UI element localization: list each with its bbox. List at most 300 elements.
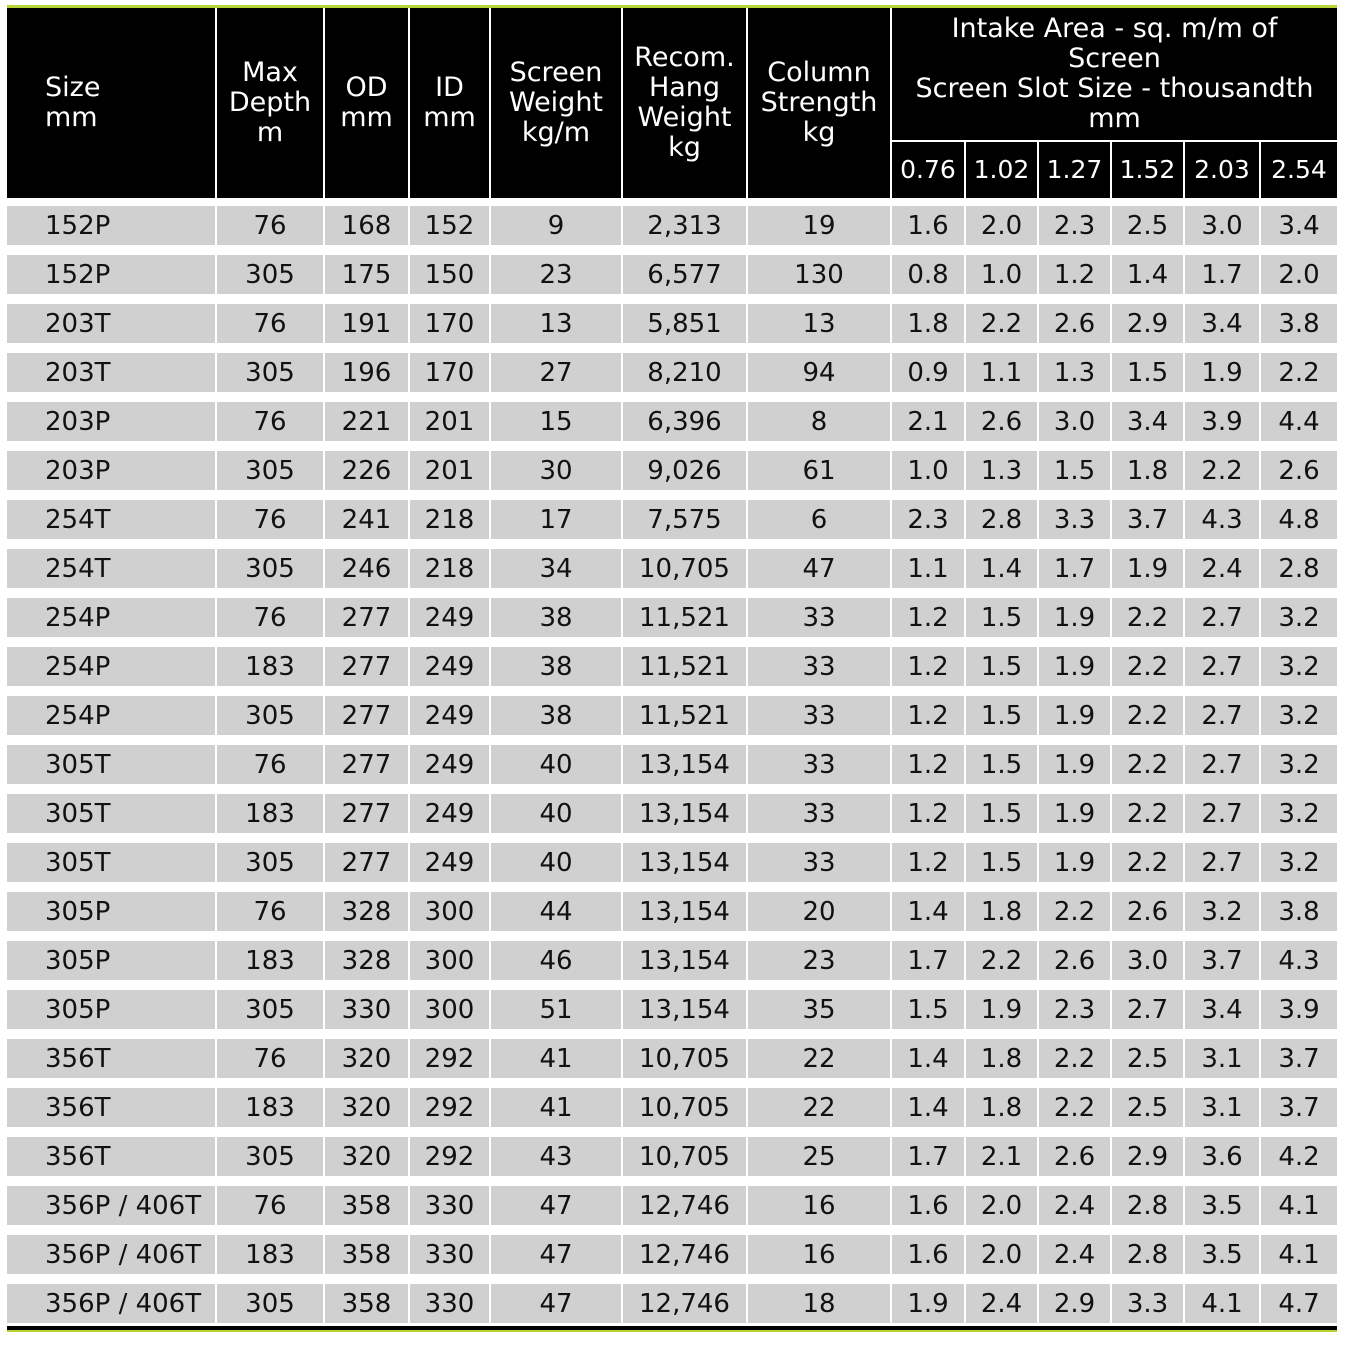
table-cell: 4.4: [1261, 392, 1337, 441]
table-row: [7, 392, 1337, 441]
table-cell: 218: [410, 490, 491, 539]
table-cell: 300: [410, 931, 491, 980]
table-cell: 130: [748, 245, 892, 294]
size-cell: 152P: [7, 245, 217, 294]
size-cell: 152P: [7, 198, 217, 245]
table-cell: 3.5: [1185, 1225, 1261, 1274]
header-slot-size: 2.54: [1261, 142, 1337, 198]
table-cell: 2.4: [1039, 1176, 1112, 1225]
table-cell: 1.0: [892, 441, 966, 490]
table-cell: 2.1: [966, 1127, 1039, 1176]
table-row: [7, 539, 1337, 588]
table-row: [7, 343, 1337, 392]
table-cell: 8,210: [623, 343, 748, 392]
table-cell: 2.2: [966, 931, 1039, 980]
size-cell: 356P / 406T: [7, 1225, 217, 1274]
table-cell: 2.3: [1039, 980, 1112, 1029]
table-cell: 4.1: [1261, 1176, 1337, 1225]
table-row: [7, 784, 1337, 833]
table-cell: 0.9: [892, 343, 966, 392]
table-cell: 320: [325, 1078, 410, 1127]
table-cell: 1.3: [1039, 343, 1112, 392]
table-cell: 2.8: [1261, 539, 1337, 588]
table-cell: 3.7: [1261, 1078, 1337, 1127]
header-id: ID mm: [410, 8, 491, 198]
table-cell: 246: [325, 539, 410, 588]
table-cell: 76: [217, 1029, 325, 1078]
table-cell: 2.2: [966, 294, 1039, 343]
table-cell: 3.2: [1261, 588, 1337, 637]
table-row: [7, 686, 1337, 735]
table-cell: 1.5: [966, 833, 1039, 882]
table-cell: 10,705: [623, 1078, 748, 1127]
table-cell: 305: [217, 1127, 325, 1176]
table-cell: 328: [325, 882, 410, 931]
table-cell: 44: [491, 882, 623, 931]
table-row: [7, 490, 1337, 539]
table-cell: 1.2: [892, 833, 966, 882]
table-cell: 2.6: [1039, 1127, 1112, 1176]
table-cell: 249: [410, 784, 491, 833]
table-cell: 3.7: [1261, 1029, 1337, 1078]
table-row: [7, 294, 1337, 343]
table-cell: 201: [410, 441, 491, 490]
table-cell: 1.4: [892, 1029, 966, 1078]
table-cell: 12,746: [623, 1176, 748, 1225]
table-cell: 3.9: [1185, 392, 1261, 441]
table-cell: 17: [491, 490, 623, 539]
table-cell: 300: [410, 980, 491, 1029]
table-cell: 191: [325, 294, 410, 343]
table-cell: 168: [325, 198, 410, 245]
table-cell: 19: [748, 198, 892, 245]
table-cell: 4.7: [1261, 1274, 1337, 1323]
table-cell: 34: [491, 539, 623, 588]
table-cell: 3.4: [1185, 294, 1261, 343]
table-cell: 13: [748, 294, 892, 343]
table-cell: 4.8: [1261, 490, 1337, 539]
table-cell: 358: [325, 1274, 410, 1323]
table-cell: 2.2: [1039, 1078, 1112, 1127]
size-cell: 203T: [7, 343, 217, 392]
size-cell: 305T: [7, 784, 217, 833]
table-row: [7, 882, 1337, 931]
table-cell: 1.4: [892, 882, 966, 931]
size-cell: 305T: [7, 735, 217, 784]
size-cell: 203P: [7, 441, 217, 490]
table-cell: 3.5: [1185, 1176, 1261, 1225]
table-cell: 1.6: [892, 1225, 966, 1274]
table-cell: 3.1: [1185, 1029, 1261, 1078]
table-cell: 20: [748, 882, 892, 931]
table-row: [7, 1078, 1337, 1127]
table-cell: 2.7: [1112, 980, 1185, 1029]
table-cell: 3.0: [1185, 198, 1261, 245]
table-cell: 3.4: [1185, 980, 1261, 1029]
table-cell: 1.4: [1112, 245, 1185, 294]
table-cell: 33: [748, 784, 892, 833]
table-cell: 1.4: [892, 1078, 966, 1127]
table-cell: 1.8: [966, 1078, 1039, 1127]
table-cell: 1.9: [1039, 833, 1112, 882]
table-cell: 183: [217, 784, 325, 833]
table-cell: 170: [410, 343, 491, 392]
table-cell: 1.2: [1039, 245, 1112, 294]
table-cell: 76: [217, 1176, 325, 1225]
table-cell: 46: [491, 931, 623, 980]
table-cell: 170: [410, 294, 491, 343]
table-cell: 221: [325, 392, 410, 441]
table-cell: 249: [410, 735, 491, 784]
table-cell: 2.6: [1261, 441, 1337, 490]
header-slot-size: 1.52: [1112, 142, 1185, 198]
table-cell: 40: [491, 735, 623, 784]
table-row: [7, 1127, 1337, 1176]
table-cell: 10,705: [623, 1127, 748, 1176]
table-cell: 305: [217, 343, 325, 392]
table-cell: 1.9: [1185, 343, 1261, 392]
table-cell: 12,746: [623, 1225, 748, 1274]
header-intake-area: Intake Area - sq. m/m of Screen Screen Slot Size - thousandth mm: [892, 8, 1337, 142]
table-row: [7, 1225, 1337, 1274]
table-cell: 76: [217, 490, 325, 539]
table-cell: 3.1: [1185, 1078, 1261, 1127]
table-cell: 2.0: [966, 1225, 1039, 1274]
table-cell: 76: [217, 392, 325, 441]
table-cell: 1.7: [892, 1127, 966, 1176]
table-cell: 1.5: [1112, 343, 1185, 392]
table-cell: 1.2: [892, 588, 966, 637]
table-cell: 16: [748, 1225, 892, 1274]
table-cell: 2,313: [623, 198, 748, 245]
table-cell: 1.1: [966, 343, 1039, 392]
table-cell: 1.3: [966, 441, 1039, 490]
table-cell: 3.0: [1112, 931, 1185, 980]
table-cell: 47: [491, 1225, 623, 1274]
table-cell: 2.7: [1185, 686, 1261, 735]
table-cell: 51: [491, 980, 623, 1029]
table-cell: 3.4: [1261, 198, 1337, 245]
table-cell: 292: [410, 1127, 491, 1176]
table-cell: 5,851: [623, 294, 748, 343]
table-cell: 2.4: [1185, 539, 1261, 588]
table-row: [7, 198, 1337, 245]
table-cell: 1.9: [1039, 637, 1112, 686]
table-cell: 15: [491, 392, 623, 441]
table-cell: 2.3: [892, 490, 966, 539]
table-cell: 1.5: [966, 637, 1039, 686]
table-cell: 277: [325, 588, 410, 637]
table-cell: 3.2: [1261, 686, 1337, 735]
table-cell: 7,575: [623, 490, 748, 539]
table-row: [7, 1176, 1337, 1225]
table-cell: 2.6: [1039, 294, 1112, 343]
table-row: [7, 1029, 1337, 1078]
table-cell: 2.7: [1185, 784, 1261, 833]
table-cell: 33: [748, 686, 892, 735]
table-cell: 183: [217, 931, 325, 980]
table-cell: 2.2: [1261, 343, 1337, 392]
table-cell: 94: [748, 343, 892, 392]
table-row: [7, 1274, 1337, 1323]
size-cell: 254P: [7, 588, 217, 637]
table-cell: 1.5: [1039, 441, 1112, 490]
table-cell: 330: [410, 1225, 491, 1274]
table-cell: 3.2: [1261, 637, 1337, 686]
table-cell: 9: [491, 198, 623, 245]
table-cell: 3.8: [1261, 882, 1337, 931]
table-cell: 1.9: [966, 980, 1039, 1029]
table-cell: 18: [748, 1274, 892, 1323]
table-cell: 2.2: [1112, 784, 1185, 833]
table-cell: 23: [491, 245, 623, 294]
table-cell: 9,026: [623, 441, 748, 490]
table-cell: 3.4: [1112, 392, 1185, 441]
table-cell: 25: [748, 1127, 892, 1176]
table-cell: 300: [410, 882, 491, 931]
table-cell: 2.2: [1112, 833, 1185, 882]
table-cell: 1.9: [1112, 539, 1185, 588]
table-cell: 2.9: [1112, 1127, 1185, 1176]
table-cell: 10,705: [623, 539, 748, 588]
table-row: [7, 245, 1337, 294]
table-cell: 249: [410, 637, 491, 686]
table-cell: 1.5: [892, 980, 966, 1029]
table-cell: 13,154: [623, 882, 748, 931]
table-cell: 1.2: [892, 686, 966, 735]
table-cell: 1.8: [966, 882, 1039, 931]
table-cell: 3.2: [1261, 735, 1337, 784]
table-cell: 183: [217, 1078, 325, 1127]
table-cell: 1.6: [892, 198, 966, 245]
table-cell: 152: [410, 198, 491, 245]
table-cell: 226: [325, 441, 410, 490]
header-max-depth: Max Depth m: [217, 8, 325, 198]
table-cell: 328: [325, 931, 410, 980]
table-cell: 1.2: [892, 784, 966, 833]
table-cell: 27: [491, 343, 623, 392]
size-cell: 305T: [7, 833, 217, 882]
size-cell: 254P: [7, 686, 217, 735]
table-cell: 1.9: [1039, 686, 1112, 735]
table-cell: 249: [410, 833, 491, 882]
table-cell: 4.1: [1185, 1274, 1261, 1323]
table-cell: 76: [217, 882, 325, 931]
table-cell: 38: [491, 637, 623, 686]
table-cell: 2.8: [1112, 1225, 1185, 1274]
table-cell: 196: [325, 343, 410, 392]
table-cell: 1.8: [1112, 441, 1185, 490]
table-cell: 2.2: [1039, 1029, 1112, 1078]
header-od: OD mm: [325, 8, 410, 198]
header-slot-size: 1.27: [1039, 142, 1112, 198]
table-cell: 1.5: [966, 686, 1039, 735]
table-cell: 2.7: [1185, 637, 1261, 686]
table-cell: 2.9: [1039, 1274, 1112, 1323]
table-cell: 2.2: [1112, 588, 1185, 637]
table-cell: 2.4: [966, 1274, 1039, 1323]
table-cell: 13,154: [623, 735, 748, 784]
table-cell: 305: [217, 539, 325, 588]
table-cell: 2.5: [1112, 1078, 1185, 1127]
table-cell: 305: [217, 245, 325, 294]
table-cell: 4.3: [1261, 931, 1337, 980]
table-cell: 2.2: [1185, 441, 1261, 490]
table-cell: 305: [217, 980, 325, 1029]
table-cell: 305: [217, 441, 325, 490]
table-cell: 3.2: [1261, 784, 1337, 833]
spec-table: [7, 8, 1337, 1323]
size-cell: 305P: [7, 931, 217, 980]
table-cell: 2.7: [1185, 833, 1261, 882]
table-cell: 47: [491, 1274, 623, 1323]
table-cell: 277: [325, 784, 410, 833]
table-cell: 249: [410, 588, 491, 637]
table-cell: 4.1: [1261, 1225, 1337, 1274]
spec-table-frame: [7, 5, 1337, 1332]
header-slot-size: 0.76: [892, 142, 966, 198]
table-cell: 0.8: [892, 245, 966, 294]
size-cell: 356T: [7, 1029, 217, 1078]
table-cell: 277: [325, 686, 410, 735]
table-cell: 2.0: [966, 198, 1039, 245]
table-cell: 22: [748, 1029, 892, 1078]
header-hang-weight: Recom. Hang Weight kg: [623, 8, 748, 198]
table-cell: 3.7: [1112, 490, 1185, 539]
table-header: [7, 8, 1337, 198]
table-cell: 3.3: [1112, 1274, 1185, 1323]
table-cell: 1.9: [1039, 735, 1112, 784]
table-cell: 8: [748, 392, 892, 441]
table-cell: 33: [748, 588, 892, 637]
table-cell: 1.2: [892, 735, 966, 784]
table-cell: 13,154: [623, 931, 748, 980]
table-row: [7, 735, 1337, 784]
table-cell: 33: [748, 735, 892, 784]
table-cell: 2.2: [1112, 686, 1185, 735]
table-cell: 2.2: [1039, 882, 1112, 931]
table-cell: 4.3: [1185, 490, 1261, 539]
table-cell: 47: [491, 1176, 623, 1225]
table-cell: 22: [748, 1078, 892, 1127]
size-cell: 305P: [7, 882, 217, 931]
table-cell: 320: [325, 1029, 410, 1078]
table-cell: 11,521: [623, 686, 748, 735]
table-cell: 1.5: [966, 735, 1039, 784]
table-cell: 2.4: [1039, 1225, 1112, 1274]
table-cell: 41: [491, 1029, 623, 1078]
table-row: [7, 588, 1337, 637]
table-cell: 10,705: [623, 1029, 748, 1078]
table-cell: 3.7: [1185, 931, 1261, 980]
table-cell: 6,577: [623, 245, 748, 294]
table-cell: 183: [217, 1225, 325, 1274]
size-cell: 203P: [7, 392, 217, 441]
table-cell: 201: [410, 392, 491, 441]
table-cell: 16: [748, 1176, 892, 1225]
table-cell: 1.4: [966, 539, 1039, 588]
table-cell: 23: [748, 931, 892, 980]
table-cell: 150: [410, 245, 491, 294]
table-cell: 61: [748, 441, 892, 490]
table-cell: 2.3: [1039, 198, 1112, 245]
table-cell: 305: [217, 1274, 325, 1323]
table-cell: 1.6: [892, 1176, 966, 1225]
size-cell: 254T: [7, 539, 217, 588]
table-row: [7, 833, 1337, 882]
table-cell: 1.2: [892, 637, 966, 686]
table-cell: 76: [217, 294, 325, 343]
table-cell: 13,154: [623, 784, 748, 833]
table-cell: 183: [217, 637, 325, 686]
table-cell: 249: [410, 686, 491, 735]
size-cell: 254T: [7, 490, 217, 539]
table-cell: 2.1: [892, 392, 966, 441]
table-cell: 2.8: [1112, 1176, 1185, 1225]
table-cell: 40: [491, 784, 623, 833]
table-cell: 2.0: [966, 1176, 1039, 1225]
table-row: [7, 441, 1337, 490]
table-cell: 1.0: [966, 245, 1039, 294]
table-cell: 12,746: [623, 1274, 748, 1323]
table-cell: 43: [491, 1127, 623, 1176]
table-cell: 76: [217, 735, 325, 784]
table-cell: 175: [325, 245, 410, 294]
table-cell: 2.6: [1039, 931, 1112, 980]
table-cell: 2.5: [1112, 1029, 1185, 1078]
header-screen-weight: Screen Weight kg/m: [491, 8, 623, 198]
table-cell: 305: [217, 833, 325, 882]
table-cell: 3.2: [1185, 882, 1261, 931]
table-cell: 358: [325, 1176, 410, 1225]
table-cell: 2.7: [1185, 588, 1261, 637]
table-cell: 1.8: [966, 1029, 1039, 1078]
table-cell: 3.8: [1261, 294, 1337, 343]
table-cell: 3.0: [1039, 392, 1112, 441]
table-cell: 330: [410, 1274, 491, 1323]
table-cell: 1.8: [892, 294, 966, 343]
table-cell: 3.9: [1261, 980, 1337, 1029]
table-cell: 1.5: [966, 588, 1039, 637]
table-cell: 76: [217, 198, 325, 245]
table-cell: 277: [325, 637, 410, 686]
header-slot-size: 2.03: [1185, 142, 1261, 198]
table-cell: 241: [325, 490, 410, 539]
table-cell: 2.6: [1112, 882, 1185, 931]
table-cell: 277: [325, 833, 410, 882]
table-cell: 1.9: [892, 1274, 966, 1323]
table-cell: 1.7: [892, 931, 966, 980]
header-column-strength: Column Strength kg: [748, 8, 892, 198]
table-cell: 2.2: [1112, 637, 1185, 686]
table-cell: 320: [325, 1127, 410, 1176]
table-cell: 1.5: [966, 784, 1039, 833]
table-cell: 1.1: [892, 539, 966, 588]
table-cell: 1.9: [1039, 588, 1112, 637]
table-body: [7, 198, 1337, 1323]
table-cell: 47: [748, 539, 892, 588]
table-cell: 11,521: [623, 588, 748, 637]
table-cell: 3.3: [1039, 490, 1112, 539]
table-cell: 2.2: [1112, 735, 1185, 784]
table-cell: 277: [325, 735, 410, 784]
table-cell: 1.9: [1039, 784, 1112, 833]
size-cell: 356P / 406T: [7, 1274, 217, 1323]
table-cell: 38: [491, 686, 623, 735]
table-cell: 292: [410, 1029, 491, 1078]
table-cell: 11,521: [623, 637, 748, 686]
table-cell: 33: [748, 833, 892, 882]
